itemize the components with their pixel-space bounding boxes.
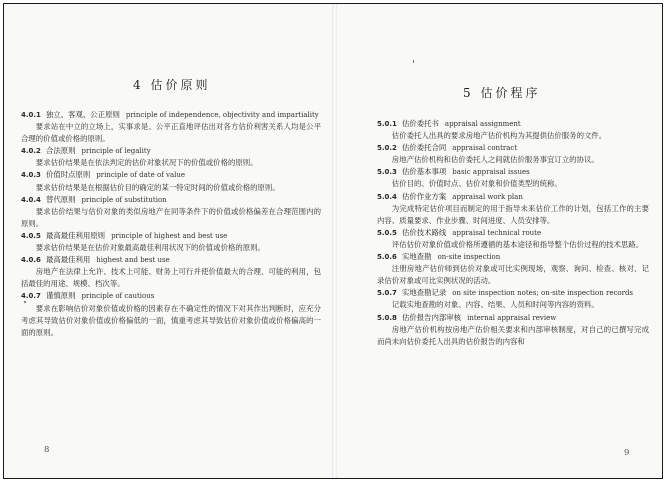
clause-term: 谨慎原则 — [45, 291, 76, 301]
right-page — [337, 5, 661, 477]
left-page — [5, 5, 333, 477]
clause-definition: 为完成特定估价项目而制定的用于指导未来估价工作的计划，包括工作的主要内容、质量要求、作业步骤、时间进度、人员安排等。 — [377, 203, 649, 225]
clause-term: 估价报告内部审核 — [401, 312, 462, 322]
clause-number: 5.0.1 — [377, 120, 397, 128]
clause-4-0-2 — [21, 145, 321, 169]
clause-heading — [21, 290, 321, 302]
clause-number: 5.0.5 — [377, 228, 397, 237]
clause-definition: 评估估价对象价值或价格所遵循的基本途径和指导整个估价过程的技术思路。 — [391, 239, 644, 249]
clause-4-0-7 — [21, 290, 321, 338]
clause-english-term: on site inspection notes; on-site inspection records — [452, 289, 634, 298]
clause-5-0-4 — [377, 191, 649, 227]
chapter-title-5: 5 估价程序 — [463, 86, 541, 100]
clause-heading — [377, 142, 649, 154]
clause-definition: 估价目的、价值时点、估价对象和价值类型的统称。 — [391, 179, 562, 189]
clause-5-0-2 — [377, 142, 649, 166]
clause-term: 估价作业方案 — [401, 191, 447, 201]
clause-number: 5.0.4 — [377, 192, 397, 201]
clause-term: 最高最佳利用原则 — [45, 230, 106, 240]
clause-4-0-3 — [21, 169, 321, 193]
clause-english-term: principle of highest and best use — [111, 231, 228, 240]
clause-term: 价值时点原则 — [45, 170, 91, 180]
chapter-title-4: 4 估价原则 — [133, 78, 211, 92]
clause-heading — [377, 191, 649, 203]
clause-english-term: principle of independence, objectivity and impartiality — [125, 111, 319, 119]
clause-heading — [377, 227, 649, 239]
clause-definition: 要求估价结果是在估价对象最高最佳利用状况下的价值或价格的原则。 — [35, 243, 265, 253]
clause-heading — [377, 251, 649, 263]
clause-5-0-1 — [377, 118, 649, 142]
clause-heading — [21, 194, 321, 206]
page-number: 9 — [624, 448, 630, 458]
clause-number: 4.0.1 — [21, 111, 41, 119]
clause-heading — [21, 145, 321, 157]
clause-english-term: appraisal work plan — [452, 192, 523, 201]
clause-number: 4.0.4 — [21, 195, 41, 204]
clause-term: 估价委托书 — [401, 119, 439, 128]
clause-heading — [21, 230, 321, 242]
clause-definition: 注册房地产估价师到估价对象或可比实例现场，观察、询问、检查、核对、记录估价对象或可比实例状况的活动。 — [377, 264, 649, 286]
clause-english-term: basic appraisal issues — [452, 168, 530, 177]
clause-4-0-1 — [21, 109, 321, 145]
clause-english-term: principle of legality — [81, 147, 151, 156]
print-speck — [24, 301, 26, 303]
clause-english-term: principle of substitution — [81, 195, 167, 204]
clause-definition: 要求在影响估价对象价值或价格的因素存在不确定性的情况下对其作出判断时，应充分考虑其导致估价对象价值或价格偏低的一面，慎重考虑其导致估价对象价值或价格偏高的一面的原则。 — [21, 303, 321, 337]
clause-term: 实地查勘记录 — [401, 288, 447, 298]
clause-4-0-4 — [21, 194, 321, 230]
clause-5-0-8 — [377, 312, 649, 348]
clause-definition: 房地产在法律上允许、技术上可能、财务上可行并使价值最大的合理、可能的利用，包括最佳的用途、规模、档次等。 — [21, 267, 321, 289]
clause-5-0-5 — [377, 227, 649, 251]
right-clauses — [377, 118, 649, 348]
clause-number: 4.0.5 — [21, 231, 41, 240]
clause-english-term: principle of date of value — [96, 171, 186, 180]
clause-heading — [21, 169, 321, 181]
clause-term: 替代原则 — [45, 194, 76, 204]
clause-definition: 要求站在中立的立场上，实事求是、公平正直地评估出对各方估价利害关系人均是公平合理的价值或价格的原则。 — [21, 122, 321, 144]
clause-4-0-5 — [21, 230, 321, 254]
clause-definition: 要求估价结果与估价对象的类似房地产在同等条件下的价值或价格偏差在合理范围内的原则。 — [21, 206, 321, 228]
clause-number: 4.0.3 — [21, 171, 41, 180]
print-speck — [413, 60, 414, 63]
page-number: 8 — [44, 445, 50, 455]
clause-definition: 要求估价结果是在根据估价目的确定的某一特定时间的价值或价格的原则。 — [35, 182, 280, 192]
clause-number: 4.0.6 — [21, 256, 41, 265]
clause-english-term: appraisal assignment — [444, 120, 521, 128]
clause-heading — [377, 287, 649, 299]
clause-definition: 要求估价结果是在依法判定的估价对象状况下的价值或价格的原则。 — [35, 158, 258, 168]
clause-heading — [377, 118, 649, 130]
clause-term: 最高最佳利用 — [45, 255, 91, 265]
clause-english-term: appraisal technical route — [452, 228, 542, 237]
clause-heading — [377, 166, 649, 178]
clause-number: 5.0.8 — [377, 313, 397, 322]
clause-number: 4.0.2 — [21, 147, 41, 156]
clause-number: 5.0.2 — [377, 144, 397, 153]
clause-english-term: principle of cautious — [81, 292, 155, 301]
clause-term: 估价基本事项 — [401, 167, 447, 177]
clause-term: 估价技术路线 — [401, 227, 447, 237]
clause-english-term: internal appraisal review — [467, 313, 557, 322]
clause-term: 合法原则 — [45, 146, 76, 156]
clause-definition: 房地产估价机构按房地产估价相关要求和内部审核制度，对自己的已撰写完成而尚未向估价委托人出具的估价报告的内容和 — [377, 324, 649, 346]
left-clauses — [21, 109, 321, 339]
clause-definition: 房地产估价机构和估价委托人之间就估价服务事宜订立的协议。 — [391, 155, 599, 165]
clause-definition: 记载实地查勘的对象、内容、结果、人员和时间等内容的资料。 — [391, 300, 599, 310]
clause-term: 估价委托合同 — [401, 143, 447, 153]
clause-heading — [21, 254, 321, 266]
clause-term: 独立、客观、公正原则 — [45, 110, 120, 119]
clause-english-term: on-site inspection — [437, 253, 501, 262]
book-spread — [3, 3, 663, 479]
clause-4-0-6 — [21, 254, 321, 290]
clause-english-term: highest and best use — [96, 256, 170, 265]
clause-5-0-6 — [377, 251, 649, 287]
clause-definition: 估价委托人出具的要求房地产估价机构为其提供估价服务的文件。 — [391, 131, 607, 141]
clause-number: 5.0.7 — [377, 289, 397, 298]
clause-5-0-3 — [377, 166, 649, 190]
clause-term: 实地查勘 — [401, 252, 432, 262]
clause-number: 4.0.7 — [21, 292, 41, 301]
clause-heading — [21, 109, 321, 121]
clause-number: 5.0.3 — [377, 168, 397, 177]
clause-english-term: appraisal contract — [452, 144, 518, 153]
clause-5-0-7 — [377, 287, 649, 311]
clause-number: 5.0.6 — [377, 253, 397, 262]
clause-heading — [377, 312, 649, 324]
